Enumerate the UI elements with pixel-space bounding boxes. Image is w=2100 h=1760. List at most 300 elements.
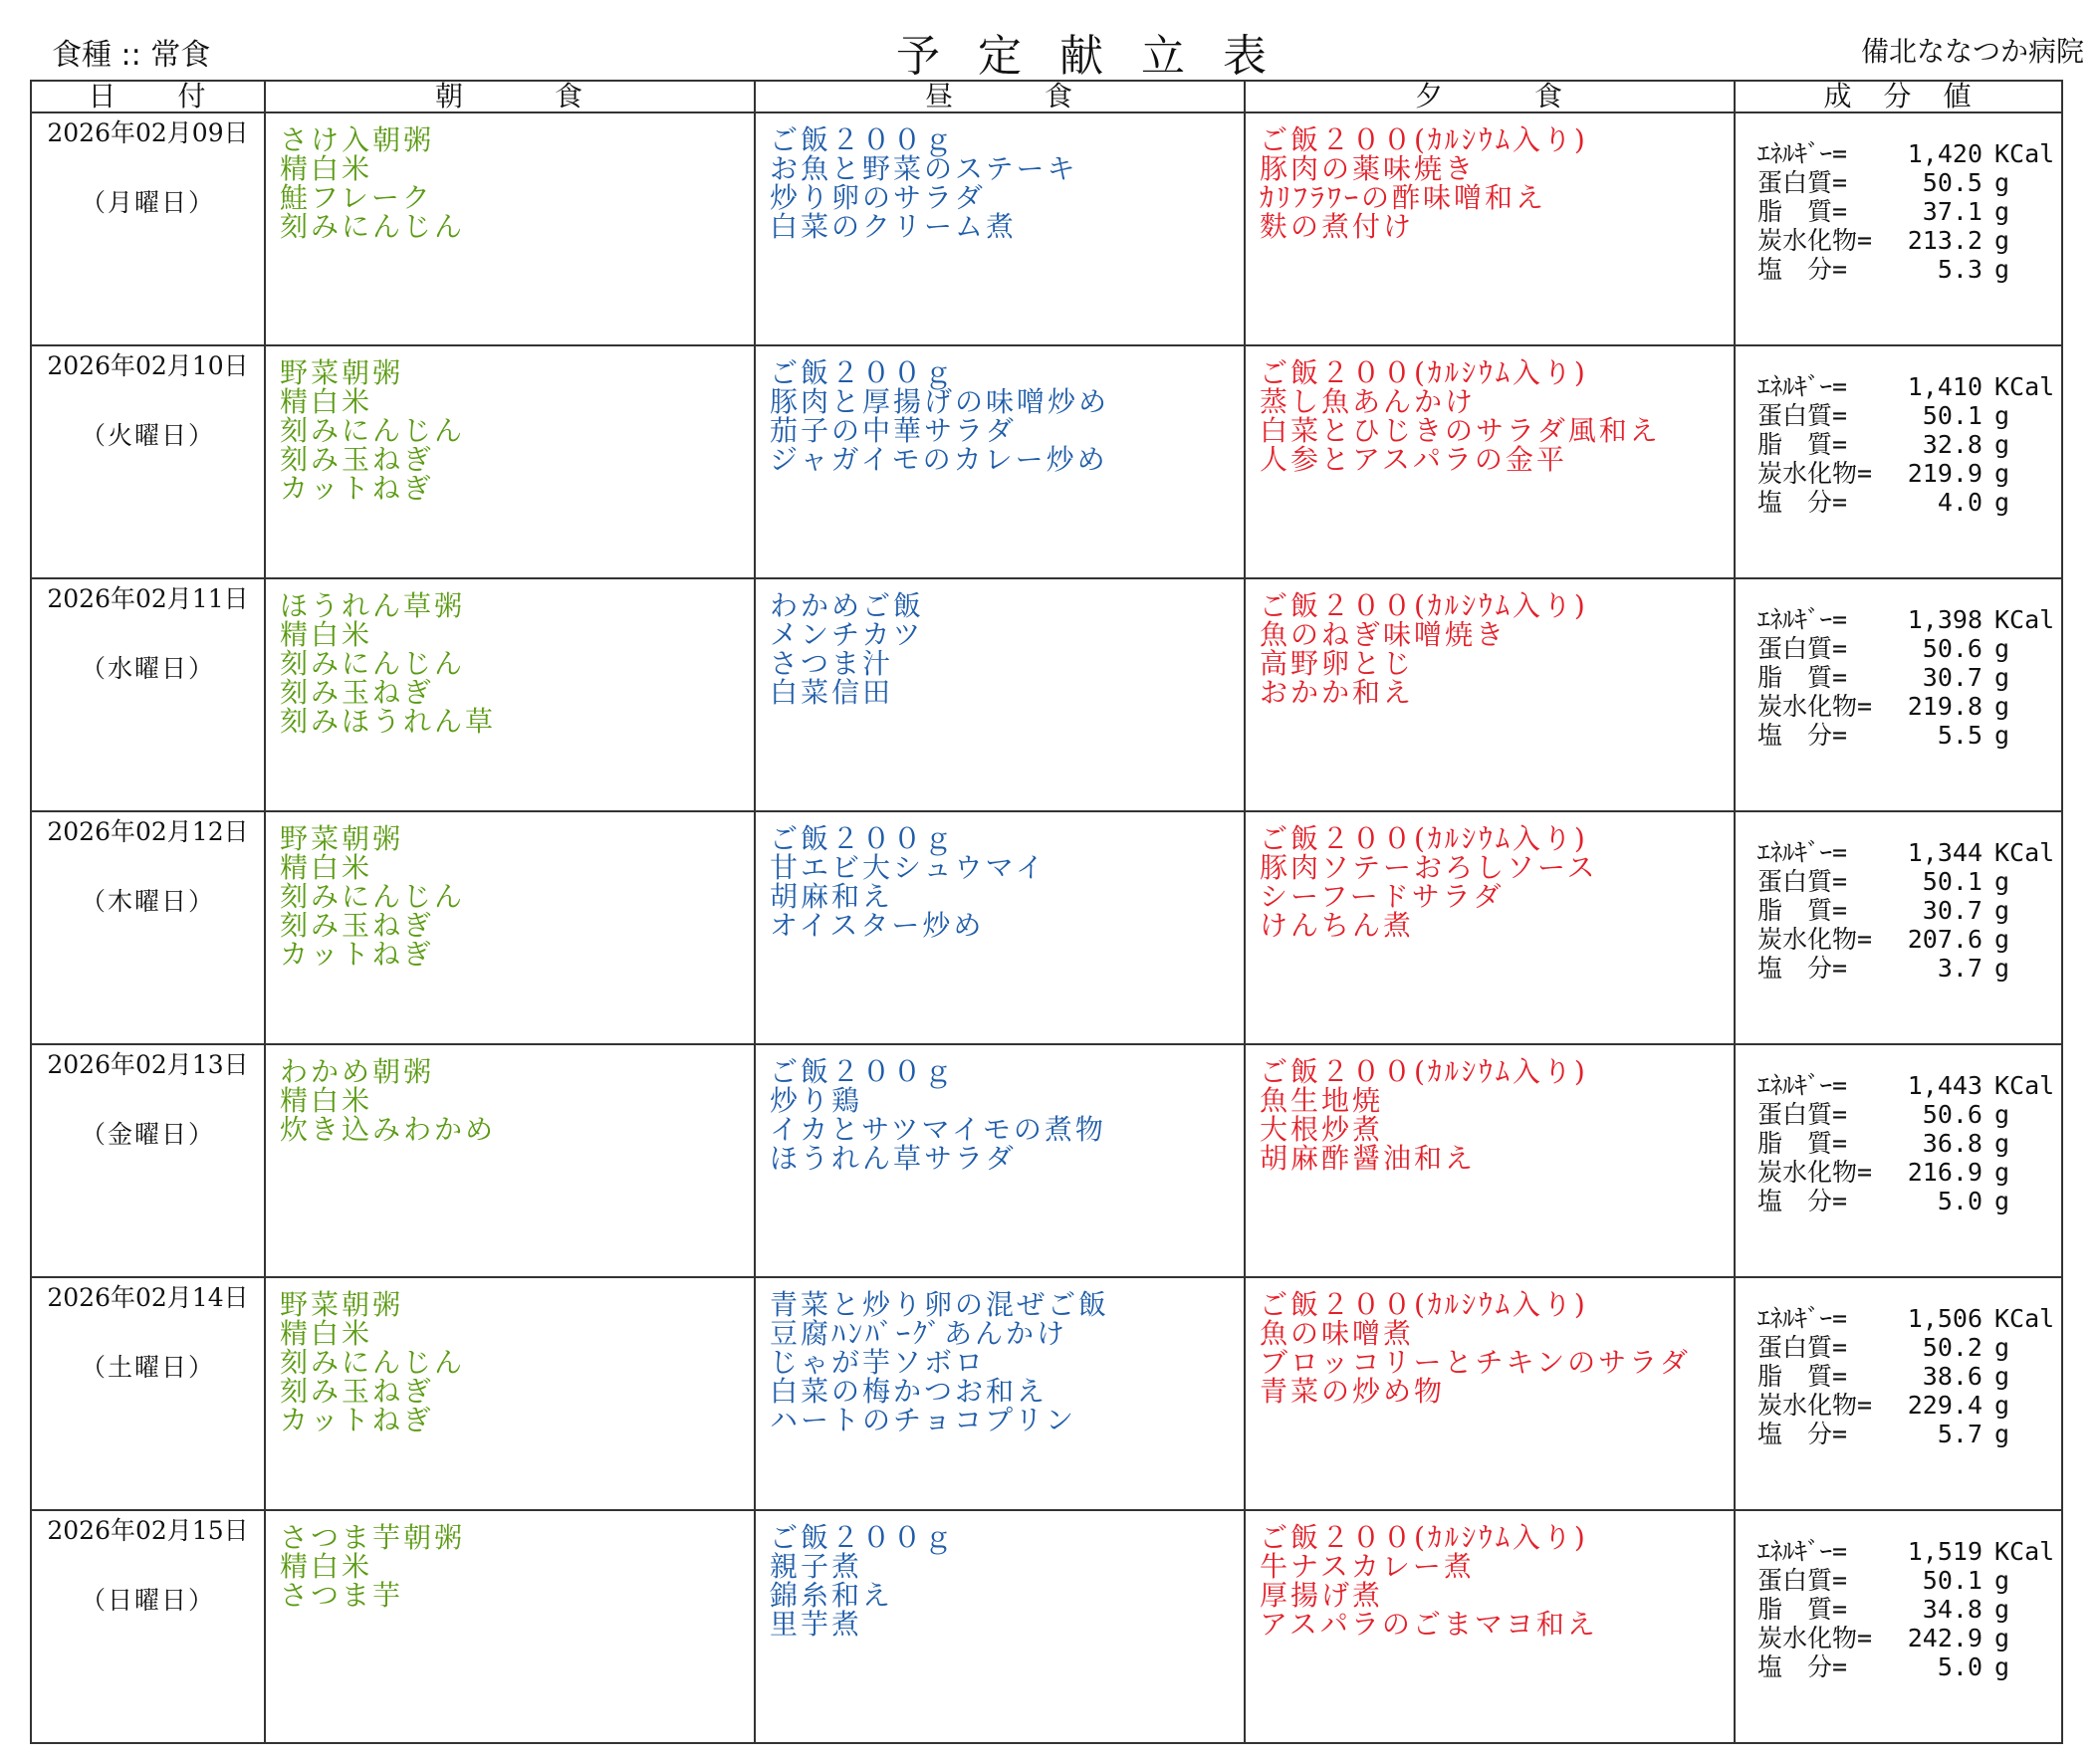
nutrition-label-carb: 炭水化物= (1757, 692, 1873, 721)
breakfast-dish-list (266, 1278, 754, 1434)
dinner-dish-item: ご飯２００(ｶﾙｼｳﾑ入り) (1260, 1521, 1588, 1554)
menu-body (31, 112, 2062, 1743)
breakfast-dish-item: 刻みにんじん (280, 1346, 466, 1379)
nutrition-row-protein (1757, 168, 2061, 197)
column-header-dinner: 夕 食 (1245, 81, 1735, 112)
nutrition-label-carb: 炭水化物= (1757, 925, 1873, 954)
nutrition-unit: g (1994, 1566, 2010, 1595)
column-header-date: 日 付 (31, 81, 265, 112)
nutrition-value-protein: 50.1 (1922, 401, 1983, 430)
meal-type-label: 食種 :: 常食 (52, 38, 211, 73)
nutrition-unit: KCal (1994, 139, 2055, 168)
lunch-dish-item: 白菜信田 (770, 676, 894, 709)
lunch-dish-item: 炒り鶏 (770, 1084, 863, 1117)
breakfast-dish-item: 精白米 (280, 1550, 373, 1583)
lunch-dish-item: 里芋煮 (770, 1608, 863, 1641)
dinner-dish-item: 魚のねぎ味噌焼き (1260, 618, 1508, 651)
breakfast-dish-item: 刻みほうれん草 (280, 705, 497, 738)
dinner-dish-list (1246, 346, 1734, 474)
dinner-dish-item: ご飯２００(ｶﾙｼｳﾑ入り) (1260, 589, 1588, 622)
lunch-dish-item: 親子煮 (770, 1550, 863, 1583)
lunch-cell (755, 1277, 1245, 1510)
nutrition-value-salt: 5.3 (1937, 255, 1983, 284)
lunch-dish-item: お魚と野菜のステーキ (770, 152, 1078, 185)
nutrition-row-carb (1757, 692, 2061, 721)
nutrition-row-fat (1757, 1595, 2061, 1624)
nutrition-row-carb (1757, 459, 2061, 488)
dinner-dish-item: ご飯２００(ｶﾙｼｳﾑ入り) (1260, 123, 1588, 156)
nutrition-unit: g (1994, 1100, 2010, 1129)
lunch-dish-item: 豆腐ﾊﾝﾊﾞｰｸﾞあんかけ (770, 1317, 1068, 1350)
nutrition-cell (1735, 345, 2062, 578)
breakfast-dish-item: わかめ朝粥 (280, 1055, 435, 1088)
nutrition-label-fat: 脂 質= (1757, 430, 1848, 459)
weekday-text: （火曜日） (80, 421, 215, 450)
breakfast-dish-item: 刻み玉ねぎ (280, 909, 435, 942)
nutrition-row-carb (1757, 1158, 2061, 1187)
nutrition-label-energy: ｴﾈﾙｷﾞｰ= (1757, 1537, 1848, 1566)
column-header-breakfast: 朝 食 (265, 81, 755, 112)
lunch-dish-item: 錦糸和え (770, 1579, 894, 1612)
date-cell (31, 112, 265, 345)
nutrition-value-energy: 1,443 (1907, 1071, 1983, 1100)
breakfast-dish-item: 野菜朝粥 (280, 1288, 404, 1321)
nutrition-row-fat (1757, 663, 2061, 692)
nutrition-label-fat: 脂 質= (1757, 663, 1848, 692)
dinner-dish-item: 厚揚げ煮 (1260, 1579, 1384, 1612)
nutrition-label-salt: 塩 分= (1757, 1420, 1848, 1448)
lunch-cell (755, 578, 1245, 811)
nutrition-unit: g (1994, 1420, 2010, 1448)
breakfast-cell (265, 1510, 755, 1743)
lunch-cell (755, 112, 1245, 345)
lunch-cell (755, 1510, 1245, 1743)
table-header-row (31, 81, 2062, 112)
nutrition-row-protein (1757, 867, 2061, 896)
nutrition-unit: KCal (1994, 605, 2055, 634)
nutrition-label-salt: 塩 分= (1757, 721, 1848, 750)
nutrition-label-salt: 塩 分= (1757, 1187, 1848, 1215)
dinner-dish-item: 大根炒煮 (1260, 1113, 1384, 1146)
breakfast-cell (265, 578, 755, 811)
nutrition-row-salt (1757, 255, 2061, 284)
weekday-text: （水曜日） (80, 654, 215, 683)
nutrition-value-fat: 38.6 (1922, 1362, 1983, 1391)
nutrition-list (1736, 579, 2061, 750)
lunch-dish-list (756, 1278, 1244, 1434)
nutrition-value-energy: 1,420 (1907, 139, 1983, 168)
lunch-dish-item: さつま汁 (770, 647, 894, 680)
nutrition-label-salt: 塩 分= (1757, 1652, 1848, 1681)
dinner-cell (1245, 1277, 1735, 1510)
lunch-dish-item: 胡麻和え (770, 880, 894, 913)
nutrition-value-energy: 1,344 (1907, 838, 1983, 867)
nutrition-cell (1735, 1510, 2062, 1743)
nutrition-label-energy: ｴﾈﾙｷﾞｰ= (1757, 1304, 1848, 1333)
nutrition-label-protein: 蛋白質= (1757, 1333, 1848, 1362)
dinner-dish-item: アスパラのごまマヨ和え (1260, 1608, 1598, 1641)
hospital-name: 備北ななつか病院 (1860, 35, 2084, 68)
nutrition-value-fat: 34.8 (1922, 1595, 1983, 1624)
nutrition-cell (1735, 1277, 2062, 1510)
breakfast-dish-item: 刻み玉ねぎ (280, 443, 435, 476)
nutrition-value-protein: 50.1 (1922, 867, 1983, 896)
nutrition-value-carb: 216.9 (1907, 1158, 1983, 1187)
nutrition-value-energy: 1,506 (1907, 1304, 1983, 1333)
nutrition-row-energy (1757, 605, 2061, 634)
lunch-dish-list (756, 346, 1244, 474)
breakfast-dish-item: カットねぎ (280, 938, 434, 971)
nutrition-unit: g (1994, 634, 2010, 663)
lunch-dish-item: じゃが芋ソボロ (770, 1346, 987, 1379)
nutrition-value-carb: 219.8 (1907, 692, 1983, 721)
nutrition-unit: g (1994, 459, 2010, 488)
dinner-cell (1245, 811, 1735, 1044)
nutrition-value-salt: 3.7 (1937, 954, 1983, 983)
nutrition-unit: g (1994, 430, 2010, 459)
table-row (31, 578, 2062, 811)
dinner-dish-item: 魚生地焼 (1260, 1084, 1384, 1117)
lunch-dish-item: 茄子の中華サラダ (770, 414, 1017, 447)
lunch-dish-item: 白菜のクリーム煮 (770, 210, 1018, 243)
nutrition-label-protein: 蛋白質= (1757, 401, 1848, 430)
nutrition-unit: g (1994, 226, 2010, 255)
dinner-dish-list (1246, 1511, 1734, 1639)
nutrition-row-energy (1757, 372, 2061, 401)
nutrition-row-energy (1757, 1537, 2061, 1566)
breakfast-dish-item: さけ入朝粥 (280, 123, 435, 156)
nutrition-row-fat (1757, 430, 2061, 459)
nutrition-unit: KCal (1994, 1537, 2055, 1566)
nutrition-value-carb: 242.9 (1907, 1624, 1983, 1652)
dinner-dish-item: ご飯２００(ｶﾙｼｳﾑ入り) (1260, 822, 1588, 855)
nutrition-list (1736, 1511, 2061, 1681)
breakfast-dish-item: 精白米 (280, 1084, 373, 1117)
nutrition-value-salt: 5.7 (1937, 1420, 1983, 1448)
table-row (31, 345, 2062, 578)
nutrition-value-energy: 1,519 (1907, 1537, 1983, 1566)
nutrition-label-energy: ｴﾈﾙｷﾞｰ= (1757, 372, 1848, 401)
nutrition-row-carb (1757, 1624, 2061, 1652)
dinner-dish-list (1246, 812, 1734, 940)
nutrition-unit: KCal (1994, 1304, 2055, 1333)
nutrition-label-fat: 脂 質= (1757, 1362, 1848, 1391)
date-text: 2026年02月11日 (47, 584, 249, 613)
breakfast-dish-item: 刻みにんじん (280, 210, 466, 243)
nutrition-label-energy: ｴﾈﾙｷﾞｰ= (1757, 139, 1848, 168)
dinner-dish-item: 蒸し魚あんかけ (1260, 385, 1477, 418)
nutrition-row-fat (1757, 1362, 2061, 1391)
nutrition-row-energy (1757, 838, 2061, 867)
table-row (31, 1510, 2062, 1743)
nutrition-unit: g (1994, 1129, 2010, 1158)
date-text: 2026年02月10日 (47, 351, 249, 380)
nutrition-label-protein: 蛋白質= (1757, 1566, 1848, 1595)
breakfast-cell (265, 1044, 755, 1277)
nutrition-unit: g (1994, 692, 2010, 721)
lunch-dish-list (756, 1511, 1244, 1639)
nutrition-value-energy: 1,410 (1907, 372, 1983, 401)
nutrition-row-protein (1757, 1566, 2061, 1595)
breakfast-dish-item: 鮭フレーク (280, 181, 433, 214)
nutrition-value-carb: 213.2 (1907, 226, 1983, 255)
breakfast-dish-list (266, 113, 754, 241)
nutrition-unit: g (1994, 925, 2010, 954)
dinner-cell (1245, 112, 1735, 345)
dinner-dish-item: ご飯２００(ｶﾙｼｳﾑ入り) (1260, 1055, 1588, 1088)
nutrition-value-carb: 229.4 (1907, 1391, 1983, 1420)
lunch-dish-item: ご飯２００ｇ (770, 1521, 956, 1554)
column-header-lunch: 昼 食 (755, 81, 1245, 112)
breakfast-dish-item: カットねぎ (280, 1404, 434, 1436)
nutrition-unit: g (1994, 255, 2010, 284)
lunch-dish-list (756, 113, 1244, 241)
nutrition-row-carb (1757, 1391, 2061, 1420)
nutrition-unit: g (1994, 1333, 2010, 1362)
date-text: 2026年02月14日 (47, 1283, 249, 1312)
date-cell (31, 1044, 265, 1277)
nutrition-row-energy (1757, 1304, 2061, 1333)
nutrition-value-fat: 32.8 (1922, 430, 1983, 459)
lunch-cell (755, 1044, 1245, 1277)
nutrition-label-carb: 炭水化物= (1757, 459, 1873, 488)
lunch-dish-list (756, 1045, 1244, 1173)
date-cell (31, 811, 265, 1044)
nutrition-value-energy: 1,398 (1907, 605, 1983, 634)
nutrition-cell (1735, 1044, 2062, 1277)
nutrition-cell (1735, 811, 2062, 1044)
date-text: 2026年02月15日 (47, 1516, 249, 1545)
date-text: 2026年02月12日 (47, 817, 249, 846)
breakfast-dish-item: さつま芋 (280, 1579, 404, 1612)
dinner-dish-item: 青菜の炒め物 (1260, 1375, 1446, 1408)
dinner-dish-item: 白菜とひじきのサラダ風和え (1260, 414, 1661, 447)
nutrition-label-fat: 脂 質= (1757, 197, 1848, 226)
table-row (31, 112, 2062, 345)
nutrition-unit: g (1994, 721, 2010, 750)
nutrition-label-carb: 炭水化物= (1757, 1624, 1873, 1652)
nutrition-unit: g (1994, 1595, 2010, 1624)
nutrition-unit: KCal (1994, 372, 2055, 401)
dinner-dish-item: ブロッコリーとチキンのサラダ (1260, 1346, 1691, 1379)
lunch-dish-item: ジャガイモのカレー炒め (770, 443, 1108, 476)
nutrition-label-salt: 塩 分= (1757, 954, 1848, 983)
dinner-dish-item: 牛ナスカレー煮 (1260, 1550, 1475, 1583)
nutrition-unit: g (1994, 1187, 2010, 1215)
nutrition-list (1736, 1045, 2061, 1215)
lunch-dish-item: ハートのチョコプリン (770, 1404, 1077, 1436)
dinner-dish-item: 麩の煮付け (1260, 210, 1415, 243)
dinner-dish-item: 豚肉の薬味焼き (1260, 152, 1477, 185)
nutrition-row-fat (1757, 197, 2061, 226)
breakfast-dish-list (266, 1511, 754, 1610)
breakfast-dish-item: さつま芋朝粥 (280, 1521, 466, 1554)
lunch-dish-item: わかめご飯 (770, 589, 925, 622)
nutrition-row-carb (1757, 925, 2061, 954)
dinner-cell (1245, 578, 1735, 811)
lunch-dish-item: オイスター炒め (770, 909, 985, 942)
nutrition-row-energy (1757, 1071, 2061, 1100)
dinner-dish-item: ご飯２００(ｶﾙｼｳﾑ入り) (1260, 1288, 1588, 1321)
dinner-dish-item: 人参とアスパラの金平 (1260, 443, 1567, 476)
nutrition-label-carb: 炭水化物= (1757, 1158, 1873, 1187)
nutrition-row-salt (1757, 488, 2061, 517)
lunch-dish-item: 甘エビ大シュウマイ (770, 851, 1047, 884)
breakfast-dish-item: 刻み玉ねぎ (280, 1375, 435, 1408)
dinner-dish-list (1246, 1278, 1734, 1406)
nutrition-value-salt: 4.0 (1937, 488, 1983, 517)
nutrition-list (1736, 812, 2061, 983)
nutrition-label-fat: 脂 質= (1757, 1129, 1848, 1158)
lunch-cell (755, 345, 1245, 578)
nutrition-unit: g (1994, 488, 2010, 517)
lunch-dish-item: ご飯２００ｇ (770, 356, 956, 389)
breakfast-dish-item: 刻みにんじん (280, 414, 466, 447)
nutrition-label-protein: 蛋白質= (1757, 168, 1848, 197)
nutrition-label-carb: 炭水化物= (1757, 226, 1873, 255)
menu-table (30, 80, 2063, 1744)
nutrition-value-protein: 50.1 (1922, 1566, 1983, 1595)
dinner-cell (1245, 345, 1735, 578)
date-cell (31, 1277, 265, 1510)
nutrition-value-fat: 30.7 (1922, 896, 1983, 925)
lunch-dish-item: ほうれん草サラダ (770, 1142, 1017, 1175)
nutrition-row-protein (1757, 634, 2061, 663)
breakfast-dish-item: 刻みにんじん (280, 880, 466, 913)
breakfast-dish-item: 精白米 (280, 152, 373, 185)
table-row (31, 1277, 2062, 1510)
nutrition-label-protein: 蛋白質= (1757, 634, 1848, 663)
nutrition-unit: g (1994, 197, 2010, 226)
nutrition-value-protein: 50.2 (1922, 1333, 1983, 1362)
breakfast-cell (265, 112, 755, 345)
breakfast-dish-item: 野菜朝粥 (280, 822, 404, 855)
breakfast-dish-item: 刻み玉ねぎ (280, 676, 435, 709)
lunch-dish-list (756, 579, 1244, 707)
nutrition-value-carb: 219.9 (1907, 459, 1983, 488)
nutrition-value-salt: 5.0 (1937, 1652, 1983, 1681)
nutrition-label-energy: ｴﾈﾙｷﾞｰ= (1757, 605, 1848, 634)
weekday-text: （木曜日） (80, 887, 215, 916)
dinner-dish-list (1246, 579, 1734, 707)
breakfast-dish-list (266, 346, 754, 503)
nutrition-value-fat: 36.8 (1922, 1129, 1983, 1158)
nutrition-row-salt (1757, 1187, 2061, 1215)
nutrition-unit: g (1994, 1391, 2010, 1420)
lunch-cell (755, 811, 1245, 1044)
table-row (31, 1044, 2062, 1277)
nutrition-cell (1735, 578, 2062, 811)
nutrition-row-energy (1757, 139, 2061, 168)
lunch-dish-item: 炒り卵のサラダ (770, 181, 986, 214)
nutrition-unit: g (1994, 1624, 2010, 1652)
breakfast-dish-item: 精白米 (280, 1317, 373, 1350)
dinner-dish-item: ｶﾘﾌﾗﾜｰの酢味噌和え (1260, 181, 1547, 214)
lunch-dish-item: メンチカツ (770, 618, 924, 651)
dinner-dish-item: 胡麻酢醤油和え (1260, 1142, 1477, 1175)
dinner-dish-item: 豚肉ソテーおろしソース (1260, 851, 1598, 884)
dinner-dish-item: けんちん煮 (1260, 909, 1415, 942)
nutrition-unit: g (1994, 168, 2010, 197)
dinner-dish-item: ご飯２００(ｶﾙｼｳﾑ入り) (1260, 356, 1588, 389)
date-cell (31, 1510, 265, 1743)
breakfast-cell (265, 345, 755, 578)
lunch-dish-item: 白菜の梅かつお和え (770, 1375, 1049, 1408)
nutrition-unit: g (1994, 867, 2010, 896)
lunch-dish-list (756, 812, 1244, 940)
page-header (0, 0, 2100, 80)
nutrition-list (1736, 346, 2061, 517)
breakfast-dish-list (266, 579, 754, 736)
nutrition-value-salt: 5.0 (1937, 1187, 1983, 1215)
lunch-dish-item: ご飯２００ｇ (770, 1055, 956, 1088)
date-cell (31, 578, 265, 811)
nutrition-list (1736, 113, 2061, 284)
nutrition-label-energy: ｴﾈﾙｷﾞｰ= (1757, 838, 1848, 867)
table-row (31, 811, 2062, 1044)
nutrition-unit: g (1994, 1158, 2010, 1187)
nutrition-row-carb (1757, 226, 2061, 255)
dinner-dish-item: おかか和え (1260, 676, 1415, 709)
nutrition-cell (1735, 112, 2062, 345)
nutrition-unit: g (1994, 401, 2010, 430)
nutrition-value-carb: 207.6 (1907, 925, 1983, 954)
nutrition-label-salt: 塩 分= (1757, 255, 1848, 284)
nutrition-value-fat: 37.1 (1922, 197, 1983, 226)
weekday-text: （金曜日） (80, 1120, 215, 1149)
nutrition-row-salt (1757, 954, 2061, 983)
weekday-text: （土曜日） (80, 1353, 215, 1382)
nutrition-value-fat: 30.7 (1922, 663, 1983, 692)
breakfast-dish-item: カットねぎ (280, 472, 434, 505)
nutrition-label-fat: 脂 質= (1757, 1595, 1848, 1624)
nutrition-unit: KCal (1994, 838, 2055, 867)
dinner-dish-list (1246, 113, 1734, 241)
breakfast-dish-item: 刻みにんじん (280, 647, 466, 680)
breakfast-dish-item: 野菜朝粥 (280, 356, 404, 389)
nutrition-row-fat (1757, 896, 2061, 925)
nutrition-row-salt (1757, 1420, 2061, 1448)
breakfast-dish-item: 精白米 (280, 385, 373, 418)
nutrition-row-protein (1757, 1333, 2061, 1362)
document-title: 予定献立表 (896, 31, 1304, 82)
lunch-dish-item: イカとサツマイモの煮物 (770, 1113, 1106, 1146)
breakfast-dish-item: ほうれん草粥 (280, 589, 466, 622)
nutrition-row-salt (1757, 721, 2061, 750)
date-text: 2026年02月09日 (47, 118, 249, 147)
nutrition-label-protein: 蛋白質= (1757, 1100, 1848, 1129)
nutrition-unit: g (1994, 896, 2010, 925)
nutrition-list (1736, 1278, 2061, 1448)
nutrition-unit: g (1994, 1362, 2010, 1391)
nutrition-unit: g (1994, 954, 2010, 983)
nutrition-row-fat (1757, 1129, 2061, 1158)
nutrition-label-protein: 蛋白質= (1757, 867, 1848, 896)
nutrition-value-salt: 5.5 (1937, 721, 1983, 750)
nutrition-unit: g (1994, 663, 2010, 692)
lunch-dish-item: 青菜と炒り卵の混ぜご飯 (770, 1288, 1110, 1321)
dinner-cell (1245, 1510, 1735, 1743)
nutrition-row-salt (1757, 1652, 2061, 1681)
nutrition-unit: KCal (1994, 1071, 2055, 1100)
nutrition-row-protein (1757, 401, 2061, 430)
dinner-dish-list (1246, 1045, 1734, 1173)
dinner-dish-item: 高野卵とじ (1260, 647, 1415, 680)
breakfast-dish-item: 炊き込みわかめ (280, 1113, 497, 1146)
lunch-dish-item: ご飯２００ｇ (770, 123, 956, 156)
nutrition-label-salt: 塩 分= (1757, 488, 1848, 517)
breakfast-dish-item: 精白米 (280, 618, 373, 651)
